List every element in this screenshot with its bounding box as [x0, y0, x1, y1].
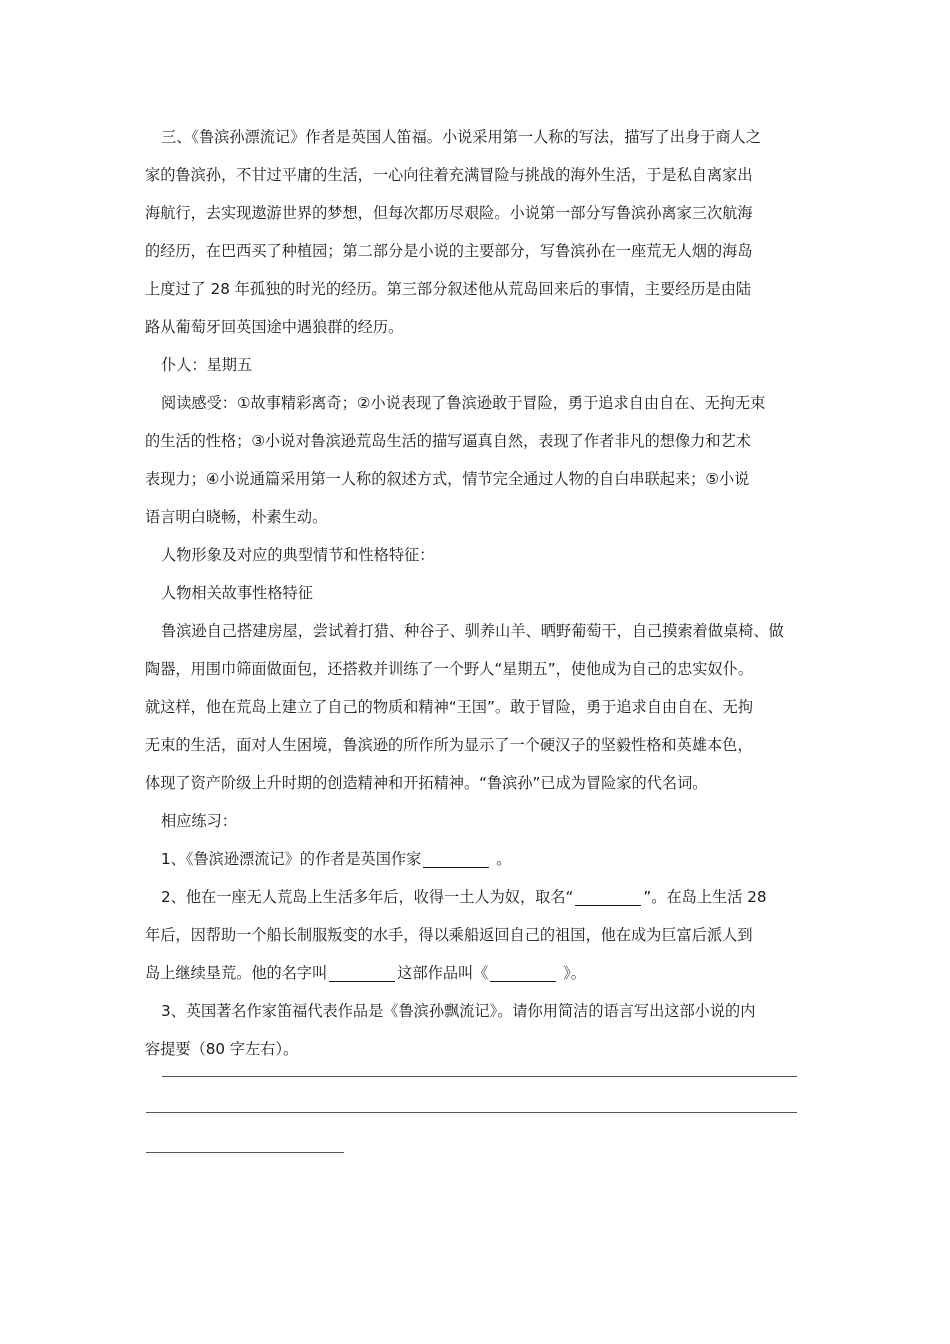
question-text: 。: [496, 850, 512, 868]
text-line: 上度过了 28 年孤独的时光的经历。第三部分叙述他从荒岛回来后的事情，主要经历是由陆: [145, 280, 752, 298]
text-line: 无束的生活，面对人生困境，鲁滨逊的所作所为显示了一个硬汉子的坚毅性格和英雄本色，: [145, 736, 753, 754]
answer-blank[interactable]: [490, 959, 556, 982]
answer-line[interactable]: [162, 1076, 797, 1077]
question-3: [145, 992, 809, 1068]
text-line: 的生活的性格；③小说对鲁滨逊荒岛生活的描写逼真自然，表现了作者非凡的想像力和艺术: [145, 432, 751, 450]
character-heading: 人物形象及对应的典型情节和性格特征：: [161, 546, 435, 564]
text-line: 海航行，去实现遨游世界的梦想，但每次都历尽艰险。小说第一部分写鲁滨孙离家三次航海: [145, 204, 753, 222]
text-line: [145, 878, 809, 916]
text-line: 鲁滨逊自己搭建房屋，尝试着打猎、种谷子、驯养山羊、晒野葡萄干，自己摸索着做桌椅、做: [161, 622, 784, 640]
text-line: 三、《鲁滨孙漂流记》作者是英国人笛福。小说采用第一人称的写法，描写了出身于商人之: [161, 128, 761, 146]
question-text: 2、他在一座无人荒岛上生活多年后，收得一土人为奴，取名“: [161, 888, 574, 906]
text-line: 语言明白晓畅，朴素生动。: [145, 508, 328, 526]
section-three-paragraph: [145, 118, 809, 346]
text-line: 陶器，用围巾筛面做面包，还搭救并训练了一个野人“星期五”，使他成为自己的忠实奴仆。: [145, 660, 754, 678]
question-text: 》。: [563, 964, 586, 982]
text-line: 年后，因帮助一个船长制服叛变的水手，得以乘船返回自己的祖国，他在成为巨富后派人到: [145, 926, 753, 944]
answer-line[interactable]: [146, 1112, 797, 1113]
question-text: 岛上继续垦荒。他的名字叫: [145, 964, 328, 982]
text-line: [145, 954, 809, 992]
table-header: 人物相关故事性格特征: [161, 584, 313, 602]
text-line: 表现力；④小说通篇采用第一人称的叙述方式，情节完全通过人物的自白串联起来；⑤小说: [145, 470, 750, 488]
question-text: ”。在岛上生活 28: [643, 888, 767, 906]
text-line: 容提要（80 字左右）。: [145, 1040, 299, 1058]
text-line: 就这样，他在荒岛上建立了自己的物质和精神“王国”。敢于冒险，勇于追求自由自在、无拘: [145, 698, 754, 716]
text-line: 路从葡萄牙回英国途中遇狼群的经历。: [145, 318, 404, 336]
question-text: 1、《鲁滨逊漂流记》的作者是英国作家: [161, 850, 422, 868]
answer-blank[interactable]: [329, 959, 395, 982]
character-paragraph: [145, 612, 809, 802]
reading-impression-paragraph: [145, 384, 809, 536]
practice-heading: 相应练习：: [161, 812, 237, 830]
text-line: 的经历，在巴西买了种植园；第二部分是小说的主要部分，写鲁滨孙在一座荒无人烟的海岛: [145, 242, 753, 260]
question-2: [145, 878, 809, 992]
text-line: 3、英国著名作家笛福代表作品是《鲁滨孙飘流记》。请你用简洁的语言写出这部小说的内: [161, 1002, 756, 1020]
answer-blank[interactable]: [423, 845, 489, 868]
document-page: [145, 118, 809, 1068]
text-line: 体现了资产阶级上升时期的创造精神和开拓精神。“鲁滨孙”已成为冒险家的代名词。: [145, 774, 708, 792]
question-text: 这部作品叫《: [397, 964, 489, 982]
question-1: [145, 840, 809, 878]
answer-line[interactable]: [146, 1152, 344, 1153]
text-line: 家的鲁滨孙，不甘过平庸的生活，一心向往着充满冒险与挑战的海外生活，于是私自离家出: [145, 166, 753, 184]
text-line: 阅读感受：①故事精彩离奇；②小说表现了鲁滨逊敢于冒险，勇于追求自由自在、无拘无束: [161, 394, 766, 412]
answer-blank[interactable]: [575, 883, 641, 906]
servant-line: 仆人：星期五: [161, 356, 253, 374]
